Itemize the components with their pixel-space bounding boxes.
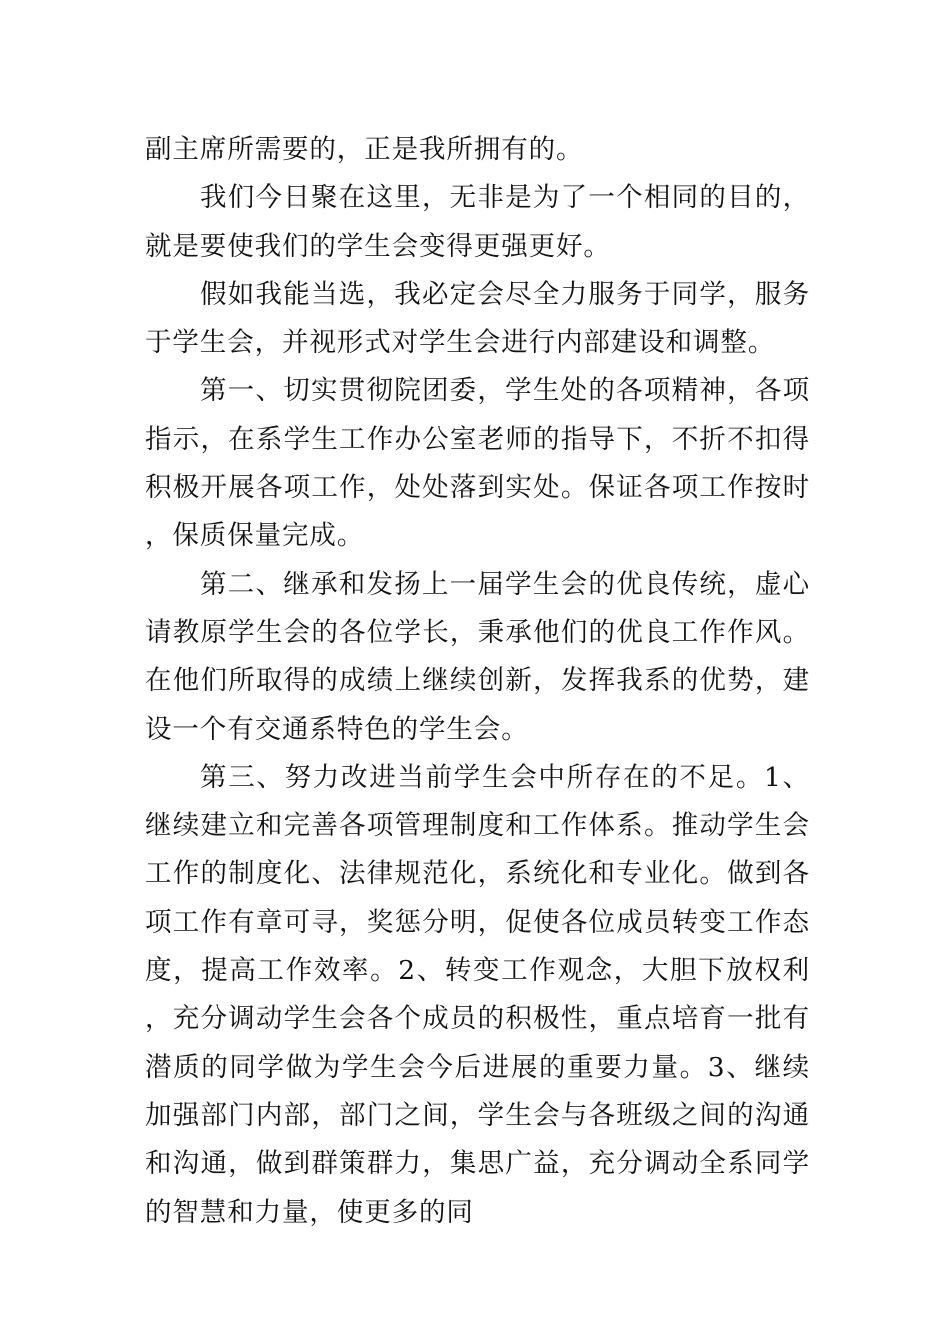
paragraph-6: 第三、努力改进当前学生会中所存在的不足。1、继续建立和完善各项管理制度和工作体系。推动学生会工作的制度化、法律规范化，系统化和专业化。做到各项工作有章可寻，奖惩分明，促使各位成员转变工作态度，提高工作效率。2、转变工作观念，大胆下放权利，充分调动学生会各个成员的积极性，重点培育一批有潜质的同学做为学生会今后进展的重要力量。3、继续加强部门内部，部门之间，学生会与各班级之间的沟通和沟通，做到群策群力，集思广益，充分调动全系同学的智慧和力量，使更多的同 bbox=[145, 761, 810, 1228]
paragraph-5: 第二、继承和发扬上一届学生会的优良传统，虚心请教原学生会的各位学长，秉承他们的优良工作作风。在他们所取得的成绩上继续创新，发挥我系的优势，建设一个有交通系特色的学生会。 bbox=[145, 568, 810, 745]
paragraph-3: 假如我能当选，我必定会尽全力服务于同学，服务于学生会，并视形式对学生会进行内部建设和调整。 bbox=[145, 278, 810, 359]
paragraph-2: 我们今日聚在这里，无非是为了一个相同的目的，就是要使我们的学生会变得更强更好。 bbox=[145, 182, 810, 262]
document-body bbox=[145, 126, 810, 1237]
paragraph-4: 第一、切实贯彻院团委，学生处的各项精神，各项指示，在系学生工作办公室老师的指导下，不折不扣得积极开展各项工作，处处落到实处。保证各项工作按时，保质保量完成。 bbox=[145, 375, 810, 552]
paragraph-1: 副主席所需要的，正是我所拥有的。 bbox=[145, 134, 584, 165]
